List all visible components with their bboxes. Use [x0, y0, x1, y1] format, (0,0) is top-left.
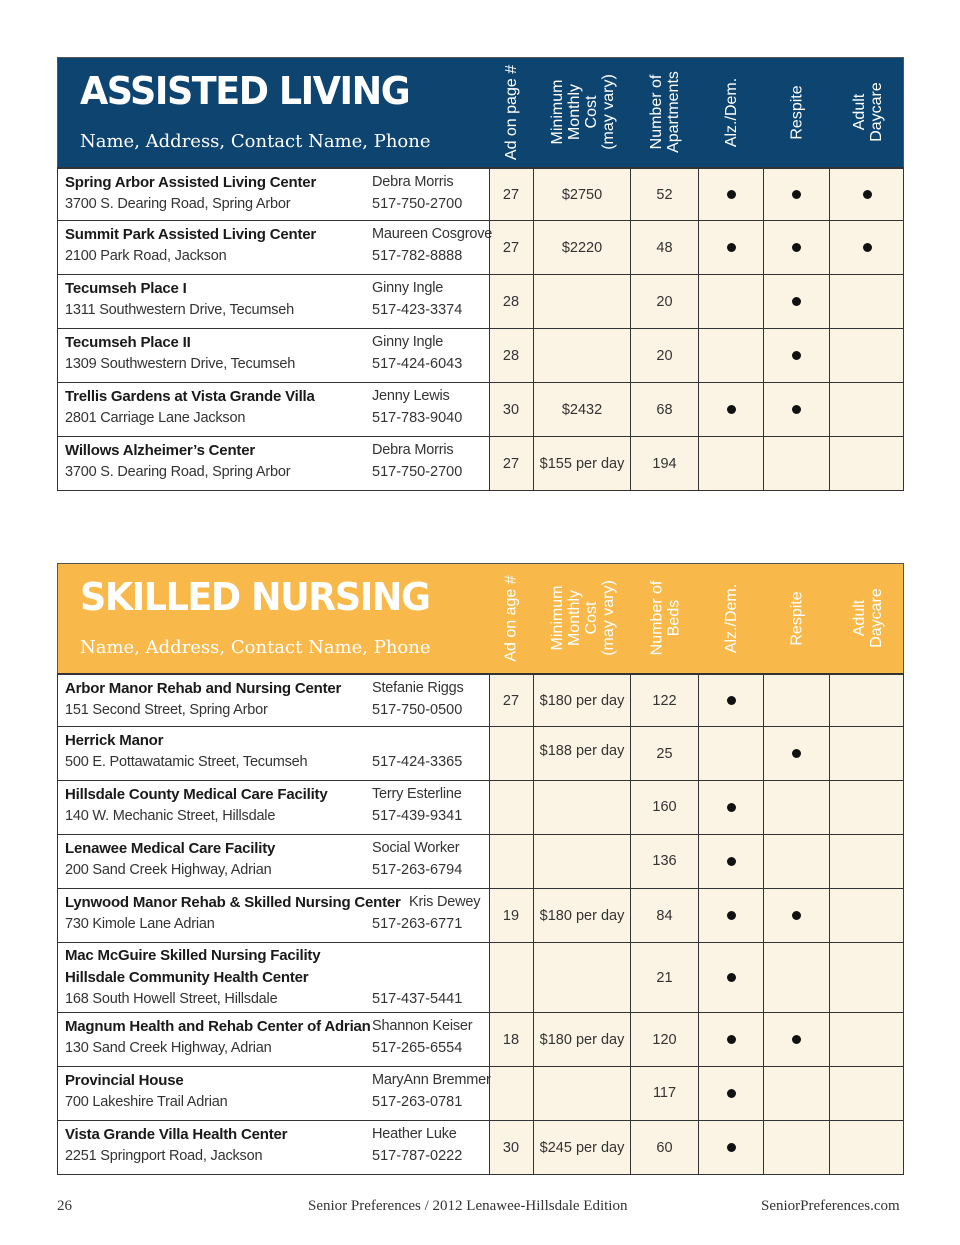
facility-name: Trellis Gardens at Vista Grande Villa — [65, 388, 315, 405]
adult-daycare-cell — [830, 727, 905, 780]
table-row — [57, 943, 904, 1013]
contact-name: Heather Luke — [372, 1126, 457, 1142]
facility-address: 140 W. Mechanic Street, Hillsdale — [65, 808, 276, 824]
adult-daycare-cell — [830, 275, 905, 328]
ad-page-cell: 28 — [489, 329, 534, 382]
column-label: Minimum Monthly Cost (may vary) — [548, 580, 617, 656]
facility-address: 2251 Springport Road, Jackson — [65, 1148, 263, 1164]
adult-daycare-header — [830, 564, 905, 672]
units-cell: 160 — [631, 781, 699, 834]
units-cell: 120 — [631, 1013, 699, 1066]
alz-dem-cell — [699, 1013, 764, 1066]
contact-phone: 517-750-0500 — [372, 702, 463, 718]
ad-page-cell: 30 — [489, 1121, 534, 1174]
bullet-icon — [727, 1143, 736, 1152]
table-row — [57, 329, 904, 383]
respite-cell — [764, 943, 830, 1012]
contact-phone: 517-423-3374 — [372, 302, 463, 318]
facility-info-cell — [58, 169, 490, 220]
facility-address: 1311 Southwestern Drive, Tecumseh — [65, 302, 295, 318]
min-cost-cell — [534, 329, 631, 382]
bullet-icon — [727, 803, 736, 812]
contact-name: MaryAnn Bremmer — [372, 1072, 491, 1088]
ad-page-header — [489, 58, 534, 166]
page-number: 26 — [57, 1198, 72, 1214]
facility-info-cell — [58, 221, 493, 274]
min-cost-cell — [534, 943, 631, 1012]
adult-daycare-cell — [830, 329, 905, 382]
respite-cell — [764, 437, 830, 490]
column-label: Respite — [788, 84, 806, 140]
bullet-icon — [727, 190, 736, 199]
contact-name: Debra Morris — [372, 174, 454, 190]
min-cost-header — [534, 564, 631, 672]
facility-name: Tecumseh Place I — [65, 280, 187, 297]
facility-name: Lynwood Manor Rehab & Skilled Nursing Center — [65, 894, 401, 911]
ad-page-cell: 18 — [489, 1013, 534, 1066]
facility-name: Provincial House — [65, 1072, 184, 1089]
table-row — [57, 727, 904, 781]
contact-phone: 517-263-6794 — [372, 862, 463, 878]
units-header — [631, 58, 699, 166]
contact-name: Terry Esterline — [372, 786, 462, 802]
skilled-nursing-table — [57, 563, 904, 1175]
respite-cell — [764, 727, 830, 780]
bullet-icon — [792, 911, 801, 920]
min-cost-cell: $180 per day — [534, 1013, 631, 1066]
respite-cell — [764, 1013, 830, 1066]
contact-phone: 517-750-2700 — [372, 464, 463, 480]
table-row — [57, 673, 904, 727]
contact-name: Jenny Lewis — [372, 388, 450, 404]
contact-name: Social Worker — [372, 840, 460, 856]
contact-phone: 517-263-0781 — [372, 1094, 463, 1110]
units-cell: 194 — [631, 437, 699, 490]
facility-name: Tecumseh Place II — [65, 334, 191, 351]
facility-name: Summit Park Assisted Living Center — [65, 226, 317, 243]
alz-dem-cell — [699, 383, 764, 436]
facility-address: 200 Sand Creek Highway, Adrian — [65, 862, 272, 878]
units-cell: 20 — [631, 275, 699, 328]
facility-address: 500 E. Pottawatamic Street, Tecumseh — [65, 754, 308, 770]
facility-info-cell — [58, 781, 490, 834]
facility-address: 1309 Southwestern Drive, Tecumseh — [65, 356, 296, 372]
bullet-icon — [792, 749, 801, 758]
contact-name: Debra Morris — [372, 442, 454, 458]
min-cost-cell — [534, 275, 631, 328]
facility-info-cell — [58, 437, 490, 490]
table-row — [57, 889, 904, 943]
alz-dem-cell — [699, 329, 764, 382]
ad-page-cell — [489, 943, 534, 1012]
contact-phone: 517-787-0222 — [372, 1148, 463, 1164]
website-link[interactable]: SeniorPreferences.com — [761, 1198, 900, 1214]
alz-dem-cell — [699, 437, 764, 490]
bullet-icon — [792, 405, 801, 414]
bullet-icon — [863, 243, 872, 252]
ad-page-cell: 27 — [489, 169, 534, 220]
contact-phone: 517-783-9040 — [372, 410, 463, 426]
facility-name: Herrick Manor — [65, 732, 164, 749]
units-cell: 68 — [631, 383, 699, 436]
bullet-icon — [792, 1035, 801, 1044]
respite-header — [764, 58, 830, 166]
table-row — [57, 781, 904, 835]
facility-info-cell — [58, 275, 490, 328]
table-row — [57, 221, 904, 275]
adult-daycare-cell — [830, 1067, 905, 1120]
units-header — [631, 564, 699, 672]
units-cell: 60 — [631, 1121, 699, 1174]
table-row — [57, 167, 904, 221]
ad-page-cell — [489, 1067, 534, 1120]
section-title: ASSISTED LIVING — [80, 69, 410, 113]
respite-cell — [764, 889, 830, 942]
min-cost-cell: $155 per day — [534, 437, 631, 490]
contact-phone: 517-263-6771 — [372, 916, 463, 932]
table-row — [57, 275, 904, 329]
adult-daycare-cell — [830, 437, 905, 490]
facility-name: Lenawee Medical Care Facility — [65, 840, 276, 857]
assisted-living-table — [57, 57, 904, 491]
adult-daycare-cell — [830, 1013, 905, 1066]
bullet-icon — [727, 696, 736, 705]
alz-dem-cell — [699, 1121, 764, 1174]
units-cell: 136 — [631, 835, 699, 888]
ad-page-cell — [489, 781, 534, 834]
alz-dem-cell — [699, 1067, 764, 1120]
facility-info-cell — [58, 943, 490, 1012]
contact-phone: 517-265-6554 — [372, 1040, 463, 1056]
bullet-icon — [792, 190, 801, 199]
contact-phone: 517-439-9341 — [372, 808, 463, 824]
alz-dem-cell — [699, 221, 764, 274]
min-cost-cell: $2432 — [534, 383, 631, 436]
facility-info-cell — [58, 1121, 490, 1174]
min-cost-cell: $245 per day — [534, 1121, 631, 1174]
table-row — [57, 1067, 904, 1121]
contact-name: Ginny Ingle — [372, 280, 444, 296]
publication-title: Senior Preferences / 2012 Lenawee-Hillsdale Edition — [308, 1198, 628, 1214]
alz-dem-cell — [699, 727, 764, 780]
adult-daycare-cell — [830, 781, 905, 834]
facility-info-cell — [58, 1067, 490, 1120]
bullet-icon — [727, 1089, 736, 1098]
units-cell: 122 — [631, 675, 699, 726]
facility-name: Magnum Health and Rehab Center of Adrian — [65, 1018, 371, 1035]
facility-info-cell — [58, 329, 490, 382]
facility-address: 130 Sand Creek Highway, Adrian — [65, 1040, 272, 1056]
ad-page-cell: 27 — [489, 221, 534, 274]
bullet-icon — [727, 1035, 736, 1044]
alz-dem-header — [699, 58, 764, 166]
respite-cell — [764, 383, 830, 436]
contact-name: Maureen Cosgrove — [372, 226, 493, 242]
column-label: Number of Apartments — [648, 71, 682, 153]
adult-daycare-cell — [830, 943, 905, 1012]
adult-daycare-cell — [830, 889, 905, 942]
respite-cell — [764, 781, 830, 834]
contact-name: Kris Dewey — [409, 894, 481, 910]
facility-name: Hillsdale County Medical Care Facility — [65, 786, 328, 803]
units-cell: 20 — [631, 329, 699, 382]
facility-info-cell — [58, 727, 490, 780]
column-label: Number of Beds — [648, 580, 683, 656]
facility-info-cell — [58, 835, 490, 888]
facility-address: 151 Second Street, Spring Arbor — [65, 702, 268, 718]
units-cell: 84 — [631, 889, 699, 942]
units-cell: 25 — [631, 727, 699, 780]
bullet-icon — [727, 911, 736, 920]
ad-page-cell: 27 — [489, 675, 534, 726]
ad-page-cell: 30 — [489, 383, 534, 436]
alz-dem-cell — [699, 675, 764, 726]
ad-page-cell: 28 — [489, 275, 534, 328]
adult-daycare-cell — [830, 383, 905, 436]
alz-dem-cell — [699, 835, 764, 888]
respite-cell — [764, 675, 830, 726]
table-row — [57, 1013, 904, 1067]
bullet-icon — [727, 857, 736, 866]
contact-phone: 517-424-3365 — [372, 754, 463, 770]
facility-address: 3700 S. Dearing Road, Spring Arbor — [65, 196, 291, 212]
bullet-icon — [727, 405, 736, 414]
bullet-icon — [727, 973, 736, 982]
respite-cell — [764, 169, 830, 220]
facility-address: 168 South Howell Street, Hillsdale — [65, 991, 278, 1007]
alz-dem-cell — [699, 169, 764, 220]
adult-daycare-cell — [830, 169, 905, 220]
bullet-icon — [727, 243, 736, 252]
respite-cell — [764, 1121, 830, 1174]
min-cost-cell — [534, 781, 631, 834]
table-row — [57, 437, 904, 491]
respite-cell — [764, 835, 830, 888]
bullet-icon — [863, 190, 872, 199]
min-cost-header — [534, 58, 631, 166]
min-cost-cell: $180 per day — [534, 889, 631, 942]
contact-phone: 517-750-2700 — [372, 196, 463, 212]
bullet-icon — [792, 351, 801, 360]
section-subtitle: Name, Address, Contact Name, Phone — [80, 131, 431, 152]
facility-name: Mac McGuire Skilled Nursing Facility — [65, 947, 321, 964]
adult-daycare-header — [830, 58, 905, 166]
contact-phone: 517-424-6043 — [372, 356, 463, 372]
units-cell: 117 — [631, 1067, 699, 1120]
facility-name-secondary: Hillsdale Community Health Center — [65, 969, 309, 986]
adult-daycare-cell — [830, 1121, 905, 1174]
contact-phone: 517-437-5441 — [372, 991, 463, 1007]
min-cost-cell — [534, 835, 631, 888]
ad-page-cell: 19 — [489, 889, 534, 942]
respite-cell — [764, 329, 830, 382]
adult-daycare-cell — [830, 835, 905, 888]
min-cost-cell — [534, 1067, 631, 1120]
facility-info-cell — [58, 889, 490, 942]
facility-info-cell — [58, 1013, 490, 1066]
facility-info-cell — [58, 383, 490, 436]
ad-page-cell — [489, 835, 534, 888]
alz-dem-cell — [699, 275, 764, 328]
bullet-icon — [792, 297, 801, 306]
respite-cell — [764, 221, 830, 274]
contact-phone: 517-782-8888 — [372, 248, 463, 264]
contact-name: Shannon Keiser — [372, 1018, 473, 1034]
column-label: Alz./Dem. — [723, 77, 740, 147]
min-cost-cell: $2220 — [534, 221, 631, 274]
table-row — [57, 1121, 904, 1175]
table-row — [57, 383, 904, 437]
facility-address: 2100 Park Road, Jackson — [65, 248, 227, 264]
ad-page-header — [489, 564, 534, 672]
facility-address: 2801 Carriage Lane Jackson — [65, 410, 246, 426]
facility-name: Spring Arbor Assisted Living Center — [65, 174, 317, 191]
facility-name: Willows Alzheimer’s Center — [65, 442, 255, 459]
min-cost-cell: $2750 — [534, 169, 631, 220]
adult-daycare-cell — [830, 675, 905, 726]
facility-name: Arbor Manor Rehab and Nursing Center — [65, 680, 342, 697]
column-label: Ad on page # — [503, 64, 521, 160]
adult-daycare-cell — [830, 221, 905, 274]
skilled-nursing-header — [57, 563, 904, 673]
facility-address: 3700 S. Dearing Road, Spring Arbor — [65, 464, 291, 480]
facility-name: Vista Grande Villa Health Center — [65, 1126, 288, 1143]
section-title: SKILLED NURSING — [80, 575, 430, 619]
assisted-living-header — [57, 57, 904, 167]
table-row — [57, 835, 904, 889]
units-cell: 21 — [631, 943, 699, 1012]
section-subtitle: Name, Address, Contact Name, Phone — [80, 637, 431, 658]
column-label: Adult Daycare — [850, 588, 885, 648]
contact-name: Ginny Ingle — [372, 334, 444, 350]
column-label: Alz./Dem. — [723, 583, 740, 653]
alz-dem-header — [699, 564, 764, 672]
units-cell: 52 — [631, 169, 699, 220]
column-label: Minimum Monthly Cost (may vary) — [548, 74, 617, 150]
min-cost-cell: $188 per day — [534, 727, 631, 780]
ad-page-cell — [489, 727, 534, 780]
alz-dem-cell — [699, 943, 764, 1012]
column-label: Adult Daycare — [850, 82, 885, 142]
respite-cell — [764, 1067, 830, 1120]
bullet-icon — [792, 243, 801, 252]
alz-dem-cell — [699, 889, 764, 942]
min-cost-cell: $180 per day — [534, 675, 631, 726]
ad-page-cell: 27 — [489, 437, 534, 490]
column-label: Respite — [788, 590, 806, 646]
facility-address: 730 Kimole Lane Adrian — [65, 916, 215, 932]
contact-name: Stefanie Riggs — [372, 680, 464, 696]
facility-address: 700 Lakeshire Trail Adrian — [65, 1094, 228, 1110]
respite-cell — [764, 275, 830, 328]
respite-header — [764, 564, 830, 672]
alz-dem-cell — [699, 781, 764, 834]
column-label: Ad on age # — [503, 574, 521, 662]
units-cell: 48 — [631, 221, 699, 274]
facility-info-cell — [58, 675, 490, 726]
